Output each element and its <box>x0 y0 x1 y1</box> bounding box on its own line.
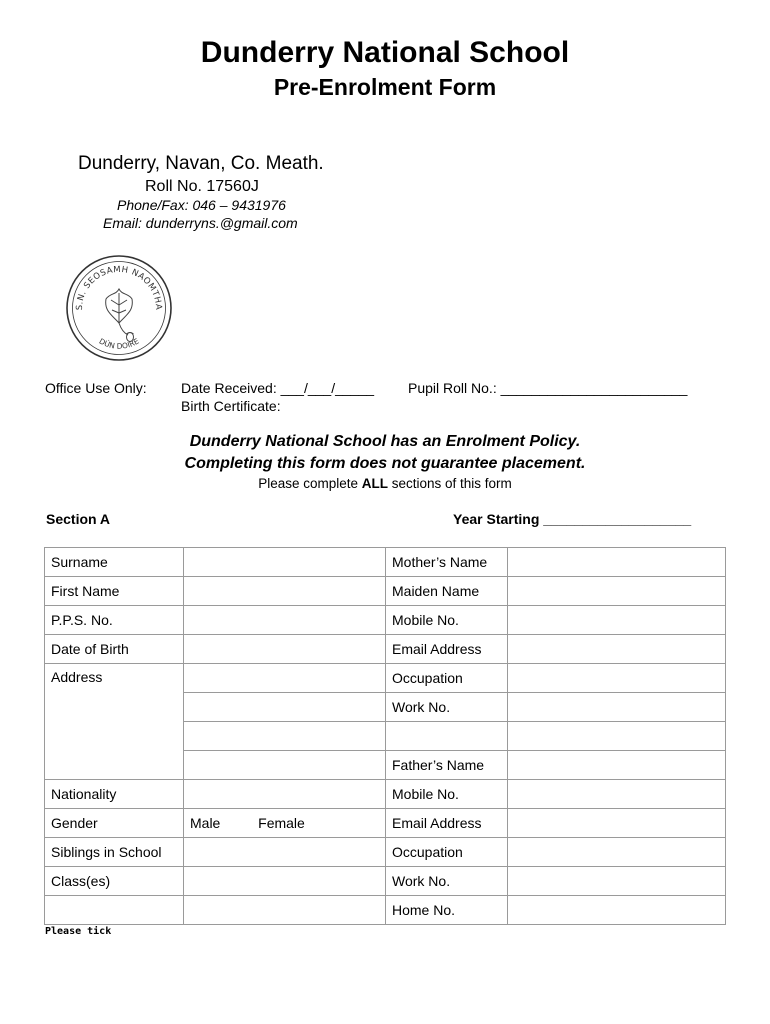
fathers-name-input[interactable] <box>508 751 726 780</box>
table-row <box>45 780 726 809</box>
table-row <box>45 838 726 867</box>
school-seal <box>64 253 174 363</box>
classes-input[interactable] <box>184 867 386 896</box>
table-row <box>45 577 726 606</box>
pps-input[interactable] <box>184 606 386 635</box>
mother-mobile-label: Mobile No. <box>386 606 508 635</box>
seal-bottom-text: DÚN DOIRE <box>97 336 141 351</box>
dob-label: Date of Birth <box>45 635 184 664</box>
first-name-label: First Name <box>45 577 184 606</box>
mothers-name-label: Mother’s Name <box>386 548 508 577</box>
office-use-label: Office Use Only: <box>45 380 147 396</box>
address-label: Address <box>45 664 184 780</box>
seal-top-text: S.N. SEOSAMH NAOMTHA <box>74 264 164 311</box>
classes-label: Class(es) <box>45 867 184 896</box>
maiden-name-label: Maiden Name <box>386 577 508 606</box>
dob-input[interactable] <box>184 635 386 664</box>
blank-label-cell <box>45 896 184 925</box>
father-mobile-label: Mobile No. <box>386 780 508 809</box>
surname-label: Surname <box>45 548 184 577</box>
table-row <box>45 896 726 925</box>
address-line-2-input[interactable] <box>184 693 386 722</box>
mothers-name-input[interactable] <box>508 548 726 577</box>
table-row <box>45 664 726 693</box>
gender-options <box>184 809 386 838</box>
father-work-no-label: Work No. <box>386 867 508 896</box>
father-mobile-input[interactable] <box>508 780 726 809</box>
address-line-3-input[interactable] <box>184 722 386 751</box>
address-line-4-input[interactable] <box>184 751 386 780</box>
blank-label-cell <box>386 722 508 751</box>
year-starting-field[interactable]: Year Starting ___________________ <box>453 511 692 527</box>
section-a-heading: Section A <box>46 511 111 527</box>
gender-female-option[interactable]: Female <box>258 815 305 831</box>
mother-occupation-input[interactable] <box>508 664 726 693</box>
table-row <box>45 548 726 577</box>
maiden-name-input[interactable] <box>508 577 726 606</box>
svg-text:DÚN DOIRE <box>98 336 141 350</box>
table-row <box>45 809 726 838</box>
mother-work-no-label: Work No. <box>386 693 508 722</box>
roll-number: Roll No. 17560J <box>145 178 259 195</box>
first-name-input[interactable] <box>184 577 386 606</box>
please-tick-note: Please tick <box>45 926 112 937</box>
placement-disclaimer: Completing this form does not guarantee placement. <box>184 455 586 472</box>
father-occupation-label: Occupation <box>386 838 508 867</box>
mother-occupation-label: Occupation <box>386 664 508 693</box>
mother-mobile-input[interactable] <box>508 606 726 635</box>
father-email-input[interactable] <box>508 809 726 838</box>
father-email-label: Email Address <box>386 809 508 838</box>
blank-input-cell[interactable] <box>508 722 726 751</box>
table-row <box>45 867 726 896</box>
gender-male-option[interactable]: Male <box>190 815 221 831</box>
mother-work-no-input[interactable] <box>508 693 726 722</box>
pps-label: P.P.S. No. <box>45 606 184 635</box>
fathers-name-label: Father’s Name <box>386 751 508 780</box>
mother-email-label: Email Address <box>386 635 508 664</box>
school-name: Dunderry National School <box>200 36 570 69</box>
phone-fax: Phone/Fax: 046 – 9431976 <box>117 197 286 213</box>
father-work-no-input[interactable] <box>508 867 726 896</box>
nationality-input[interactable] <box>184 780 386 809</box>
blank-input-cell[interactable] <box>184 896 386 925</box>
birth-certificate-label: Birth Certificate: <box>181 398 281 414</box>
table-row <box>45 606 726 635</box>
mother-email-input[interactable] <box>508 635 726 664</box>
gender-label: Gender <box>45 809 184 838</box>
school-email: Email: dunderryns.@gmail.com <box>103 215 298 231</box>
table-row <box>45 635 726 664</box>
home-no-label: Home No. <box>386 896 508 925</box>
address-line-1-input[interactable] <box>184 664 386 693</box>
form-title: Pre-Enrolment Form <box>273 74 497 100</box>
enrolment-policy-notice: Dunderry National School has an Enrolment Policy. <box>189 433 581 450</box>
complete-all-instruction: Please complete ALL sections of this form <box>258 476 512 491</box>
pupil-details-table <box>44 547 726 925</box>
home-no-input[interactable] <box>508 896 726 925</box>
date-received-field: Date Received: ___/___/_____ <box>181 380 375 396</box>
school-address: Dunderry, Navan, Co. Meath. <box>78 153 324 174</box>
siblings-label: Siblings in School <box>45 838 184 867</box>
siblings-input[interactable] <box>184 838 386 867</box>
oak-leaf-icon <box>106 289 134 342</box>
nationality-label: Nationality <box>45 780 184 809</box>
surname-input[interactable] <box>184 548 386 577</box>
pupil-roll-field: Pupil Roll No.: ________________________ <box>408 380 688 396</box>
father-occupation-input[interactable] <box>508 838 726 867</box>
